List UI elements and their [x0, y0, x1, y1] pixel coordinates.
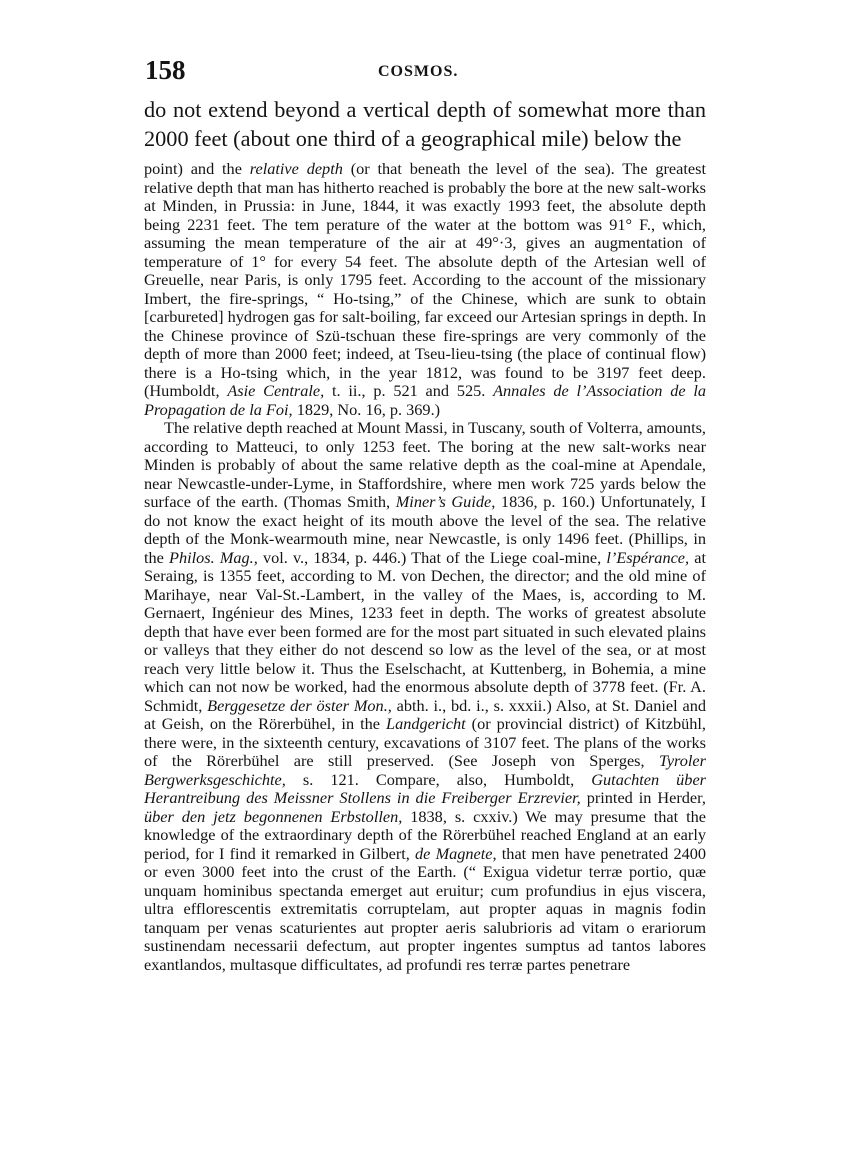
text-run: 1836, p. 160.) Unfortunately, I do not know the exact height of its mouth above the level of the sea. The relative depth of the Monk-wearmouth mine, near Newcastle, is only 1496 feet. (Phillips, in the: [144, 492, 707, 567]
italic-text-run: über den jetz begonnenen Erbstollen,: [144, 806, 403, 826]
italic-text-run: l’Espérance,: [606, 547, 690, 567]
italic-text-run: de Magnete,: [415, 843, 497, 863]
italic-text-run: Berggesetze der öster Mon.,: [207, 695, 392, 715]
text-run: (or that beneath the level of the sea). The greatest relative depth that man has hitherto reached is probably the bore at the new salt-works at Minden, in Prussia: in June, 1844, it was exactly 1993 feet, the absolute depth being 2231 feet. The tem perature of the water at the bottom was 91° F., which, assuming the mean temperature of the air at 49°·3, gives an augmentation of temperature of 1° for every 54 feet. The absolute depth of the Artesian well of Greuelle, near Paris, is only 1795 feet. According to the account of the missionary Imbert, the fire-springs, “ Ho-tsing,” of the Chinese, which are sunk to obtain [carbureted] hydrogen gas for salt-boiling, far exceed our Artesian springs in depth. In the Chinese province of Szü-tschuan these fire-springs are very commonly of the depth of more than 2000 feet; indeed, at Tseu-lieu-tsing (the place of continual flow) there is a Ho-tsing which, in the year 1812, was found to be 3197 feet deep. (Humboldt,: [144, 159, 706, 400]
main-text-continuation: [144, 95, 706, 153]
italic-text-run: Philos. Mag.,: [169, 547, 258, 567]
italic-text-run: Landgericht: [386, 714, 466, 733]
text-run: at Seraing, is 1355 feet, according to M. von Dechen, the director; and the old mine of Marihaye, near Val-St.-Lambert, in the valley of the Maes, is, according to M. Gernaert, Ingénieur des Mines, 1233 feet in depth. The works of greatest absolute depth that have ever been formed are for the most part situated in such elevated plains or valleys that they either do not descend so low as the level of the sea, or at most reach very little below it. Thus the Eselschacht, at Kuttenberg, in Bohemia, a mine which can not now be worked, had the enormous absolute depth of 3778 feet. (Fr. A. Schmidt,: [144, 547, 706, 715]
text-run: abth. i., bd. i., s. xxxii.) Also, at St. Daniel and at Geish, on the Rörerbühel, in the: [144, 695, 706, 733]
italic-text-run: Annales de l’Association de la Propagation de la Foi,: [144, 381, 707, 419]
text-run: t. ii., p. 521 and 525.: [324, 381, 494, 400]
text-run: 1829, No. 16, p. 369.): [292, 399, 441, 419]
main-text-paragraph: do not extend beyond a vertical depth of somewhat more than 2000 feet (about one third of a geographical mile) below the: [144, 97, 706, 151]
page-number: 158: [145, 55, 186, 85]
text-run: 1838, s. cxxiv.) We may presume that the knowledge of the extraordinary depth of the Rörerbühel reached England at an early period, for I find it remarked in Gilbert,: [144, 806, 706, 863]
text-run: point) and the: [144, 159, 250, 178]
italic-text-run: Gutachten über Herantreibung des Meissner Stollens in die Freiberger Erzrevier,: [144, 769, 707, 807]
footnote-text: [144, 160, 706, 974]
text-run: (or provincial district) of Kitzbühl, there were, in the sixteenth century, excavations of 3107 feet. The plans of the works of the Rörerbühel are still preserved. (See Joseph von Sperges,: [144, 714, 706, 770]
text-run: The relative depth reached at Mount Massi, in Tuscany, south of Volterra, amounts, according to Matteuci, to only 1253 feet. The boring at the new salt-works near Minden is probably of about the same relative depth as the coal-mine at Apendale, near Newcastle-under-Lyme, in Staffordshire, where men work 725 yards below the surface of the earth. (Thomas Smith,: [144, 418, 706, 511]
italic-text-run: relative depth: [249, 159, 343, 178]
italic-text-run: Asie Centrale,: [227, 381, 325, 400]
text-run: printed in Herder,: [580, 788, 706, 807]
text-run: that men have penetrated 2400 or even 3000 feet into the crust of the Earth. (“ Exigua videtur terræ portio, quæ unquam hominibus spectanda emerget aut eruitur; cum profundius in ejus viscera, ultra efflorescentis extremitatis corruptelam, aut propter aquas in magnis fodin tanquam per venas scaturientes aut propter aeris salubrioris ad vitam o erariorum sustinendam necessarii defectum, aut propter ingentes sumptus ad tantos labores exantlandos, multasque difficultates, ad profundi res terræ partes penetrare: [144, 843, 707, 974]
text-run: vol. v., 1834, p. 446.) That of the Liege coal-mine,: [257, 547, 607, 567]
italic-text-run: Miner’s Guide,: [395, 492, 496, 511]
text-paragraph: [144, 419, 706, 974]
text-paragraph: [144, 160, 706, 419]
running-title: COSMOS.: [378, 63, 459, 80]
text-run: s. 121. Compare, also, Humboldt,: [285, 769, 592, 789]
page-header: [145, 55, 705, 85]
italic-text-run: Tyroler Bergwerksgeschichte,: [144, 751, 706, 789]
